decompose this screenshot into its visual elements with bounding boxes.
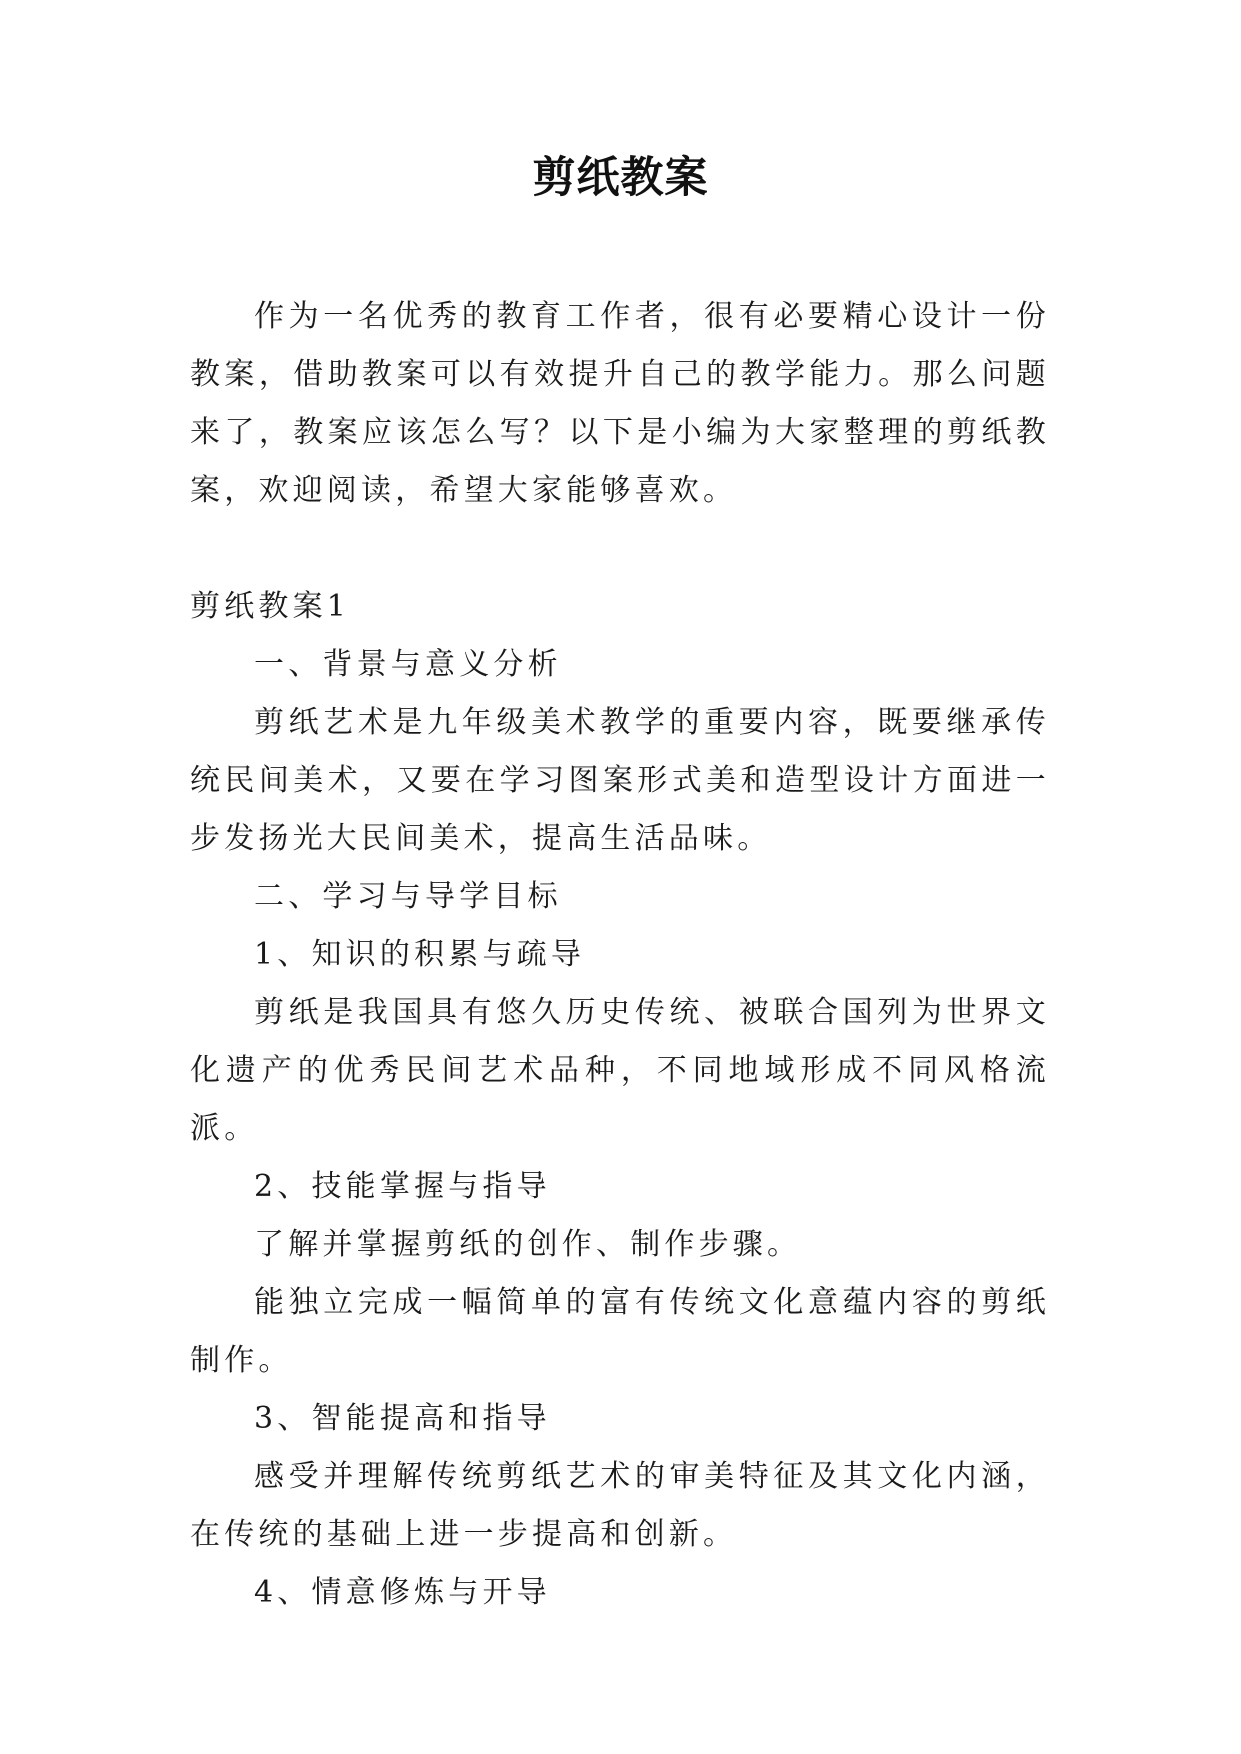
heading-goals: 二、学习与导学目标 bbox=[254, 879, 562, 914]
paragraph-skills-2: 能独立完成一幅简单的富有传统文化意蕴内容的剪纸制作。 bbox=[190, 1285, 1050, 1378]
subheading-intelligence: 3、智能提高和指导 bbox=[254, 1401, 551, 1436]
subheading-emotion: 4、情意修炼与开导 bbox=[254, 1575, 551, 1610]
paragraph-intelligence: 感受并理解传统剪纸艺术的审美特征及其文化内涵，在传统的基础上进一步提高和创新。 bbox=[190, 1459, 1050, 1552]
document-body bbox=[190, 288, 1050, 1622]
paragraph-skills-1: 了解并掌握剪纸的创作、制作步骤。 bbox=[254, 1227, 802, 1262]
subheading-knowledge: 1、知识的积累与疏导 bbox=[254, 937, 586, 972]
document-title: 剪纸教案 bbox=[532, 153, 709, 203]
intro-paragraph: 作为一名优秀的教育工作者，很有必要精心设计一份教案，借助教案可以有效提升自己的教学能力。那么问题来了，教案应该怎么写？以下是小编为大家整理的剪纸教案，欢迎阅读，希望大家能够喜欢。 bbox=[190, 299, 1050, 508]
section-title: 剪纸教案1 bbox=[190, 589, 351, 624]
paragraph-knowledge: 剪纸是我国具有悠久历史传统、被联合国列为世界文化遗产的优秀民间艺术品种，不同地域形成不同风格流派。 bbox=[190, 995, 1050, 1146]
subheading-skills: 2、技能掌握与指导 bbox=[254, 1169, 551, 1204]
paragraph-background: 剪纸艺术是九年级美术教学的重要内容，既要继承传统民间美术，又要在学习图案形式美和造型设计方面进一步发扬光大民间美术，提高生活品味。 bbox=[190, 705, 1050, 856]
heading-background: 一、背景与意义分析 bbox=[254, 647, 562, 682]
